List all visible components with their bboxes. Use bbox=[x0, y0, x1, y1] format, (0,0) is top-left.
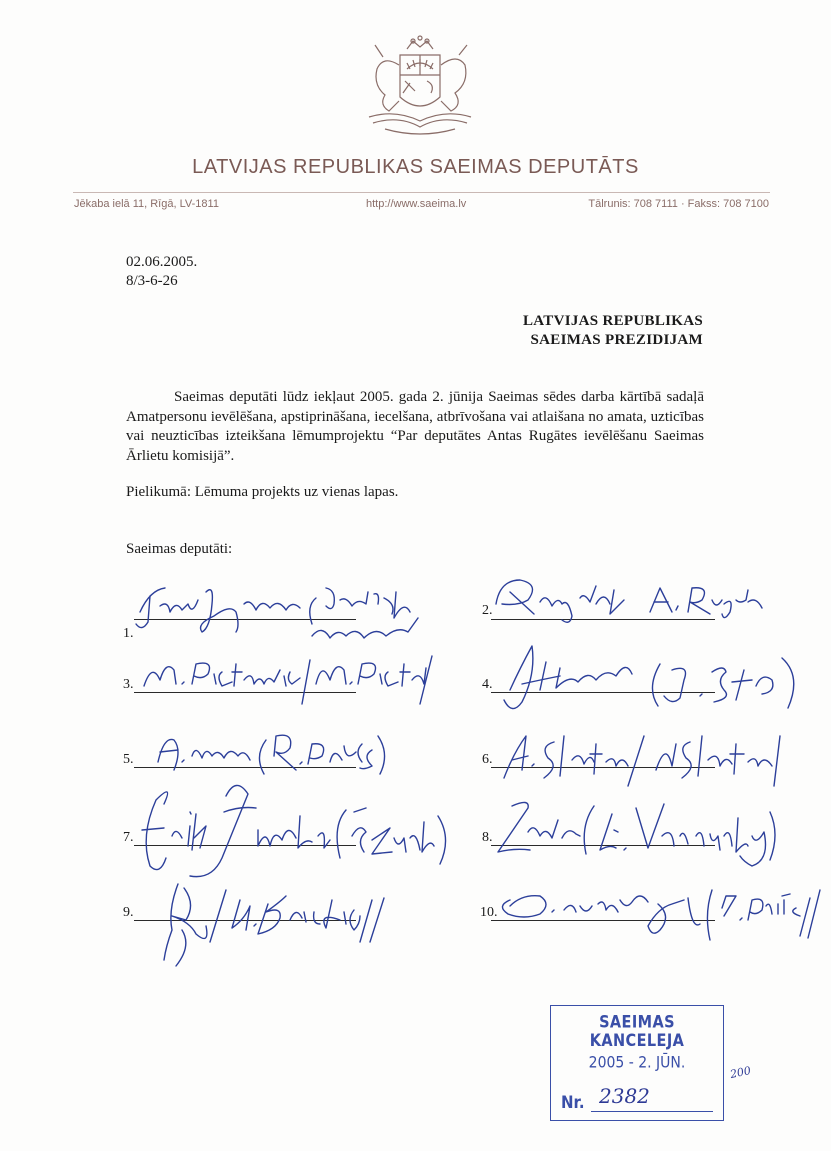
letterhead-website: http://www.saeima.lv bbox=[366, 198, 467, 210]
signature-number: 3. bbox=[123, 677, 134, 692]
signature-2-image bbox=[496, 580, 762, 622]
document-date: 02.06.2005. bbox=[126, 254, 198, 270]
signature-line bbox=[491, 845, 715, 846]
stamp-date: 2005 - 2. JŪN. bbox=[588, 1053, 686, 1073]
signature-10-image bbox=[502, 890, 820, 940]
signature-number: 5. bbox=[123, 752, 134, 767]
signature-8-image bbox=[498, 802, 775, 866]
signature-line bbox=[491, 920, 715, 921]
signature-9-image bbox=[164, 884, 384, 966]
stamp-registration-number: 2382 bbox=[599, 1084, 650, 1108]
signature-7-image bbox=[142, 785, 446, 876]
signature-line bbox=[491, 767, 715, 768]
signature-3-image bbox=[144, 656, 432, 704]
latvia-coat-of-arms-icon bbox=[355, 35, 485, 145]
signature-number: 7. bbox=[123, 830, 134, 845]
signatories-label: Saeimas deputāti: bbox=[126, 541, 233, 557]
letterhead-title: LATVIJAS REPUBLIKAS SAEIMAS DEPUTĀTS bbox=[192, 156, 639, 178]
document-reference: 8/3-6-26 bbox=[126, 273, 178, 289]
stamp-title: SAEIMAS KANCELEJA bbox=[589, 1013, 685, 1051]
letterhead-phone-fax: Tālrunis: 708 7111 · Fakss: 708 7100 bbox=[588, 198, 769, 210]
signature-6-image bbox=[504, 736, 780, 786]
addressee-line-1: LATVIJAS REPUBLIKAS bbox=[522, 313, 703, 329]
signature-line bbox=[491, 692, 715, 693]
signature-line bbox=[134, 619, 356, 620]
signature-line bbox=[134, 767, 356, 768]
signature-5-image bbox=[158, 735, 385, 774]
signature-4-image bbox=[504, 646, 794, 709]
stamp-nr-line bbox=[591, 1111, 713, 1112]
signature-number: 4. bbox=[482, 677, 493, 692]
signature-number: 9. bbox=[123, 905, 134, 920]
attachment-note: Pielikumā: Lēmuma projekts uz vienas lapas. bbox=[126, 484, 399, 500]
signature-line bbox=[491, 619, 715, 620]
margin-note: 200 bbox=[728, 1063, 753, 1082]
signature-number: 2. bbox=[482, 603, 493, 618]
document-body: Saeimas deputāti lūdz iekļaut 2005. gada 2. jūnija Saeimas sēdes darba kārtībā sadaļā Amatpersonu ievēlēšana, apstiprināšana, iecelšana, atbrīvošana vai atlaišana no amata, uzticības vai neuzticības izteikšana lēmumprojektu “Par deputātes Antas Rugātes ievēlēšanu Saeimas Ārlietu komisijā”. bbox=[126, 389, 704, 464]
signature-line bbox=[134, 845, 356, 846]
signature-number: 8. bbox=[482, 830, 493, 845]
letterhead-address: Jēkaba ielā 11, Rīgā, LV-1811 bbox=[74, 198, 219, 210]
addressee-line-2: SAEIMAS PREZIDIJAM bbox=[530, 332, 703, 348]
signature-1-image bbox=[136, 588, 418, 638]
signature-number: 6. bbox=[482, 752, 493, 767]
letterhead-divider bbox=[73, 192, 770, 193]
signature-line bbox=[134, 920, 356, 921]
registration-stamp bbox=[550, 1005, 724, 1121]
signature-number: 1. bbox=[123, 626, 134, 641]
stamp-nr-label: Nr. bbox=[561, 1091, 585, 1113]
signature-line bbox=[134, 692, 356, 693]
signature-number: 10. bbox=[480, 905, 498, 920]
